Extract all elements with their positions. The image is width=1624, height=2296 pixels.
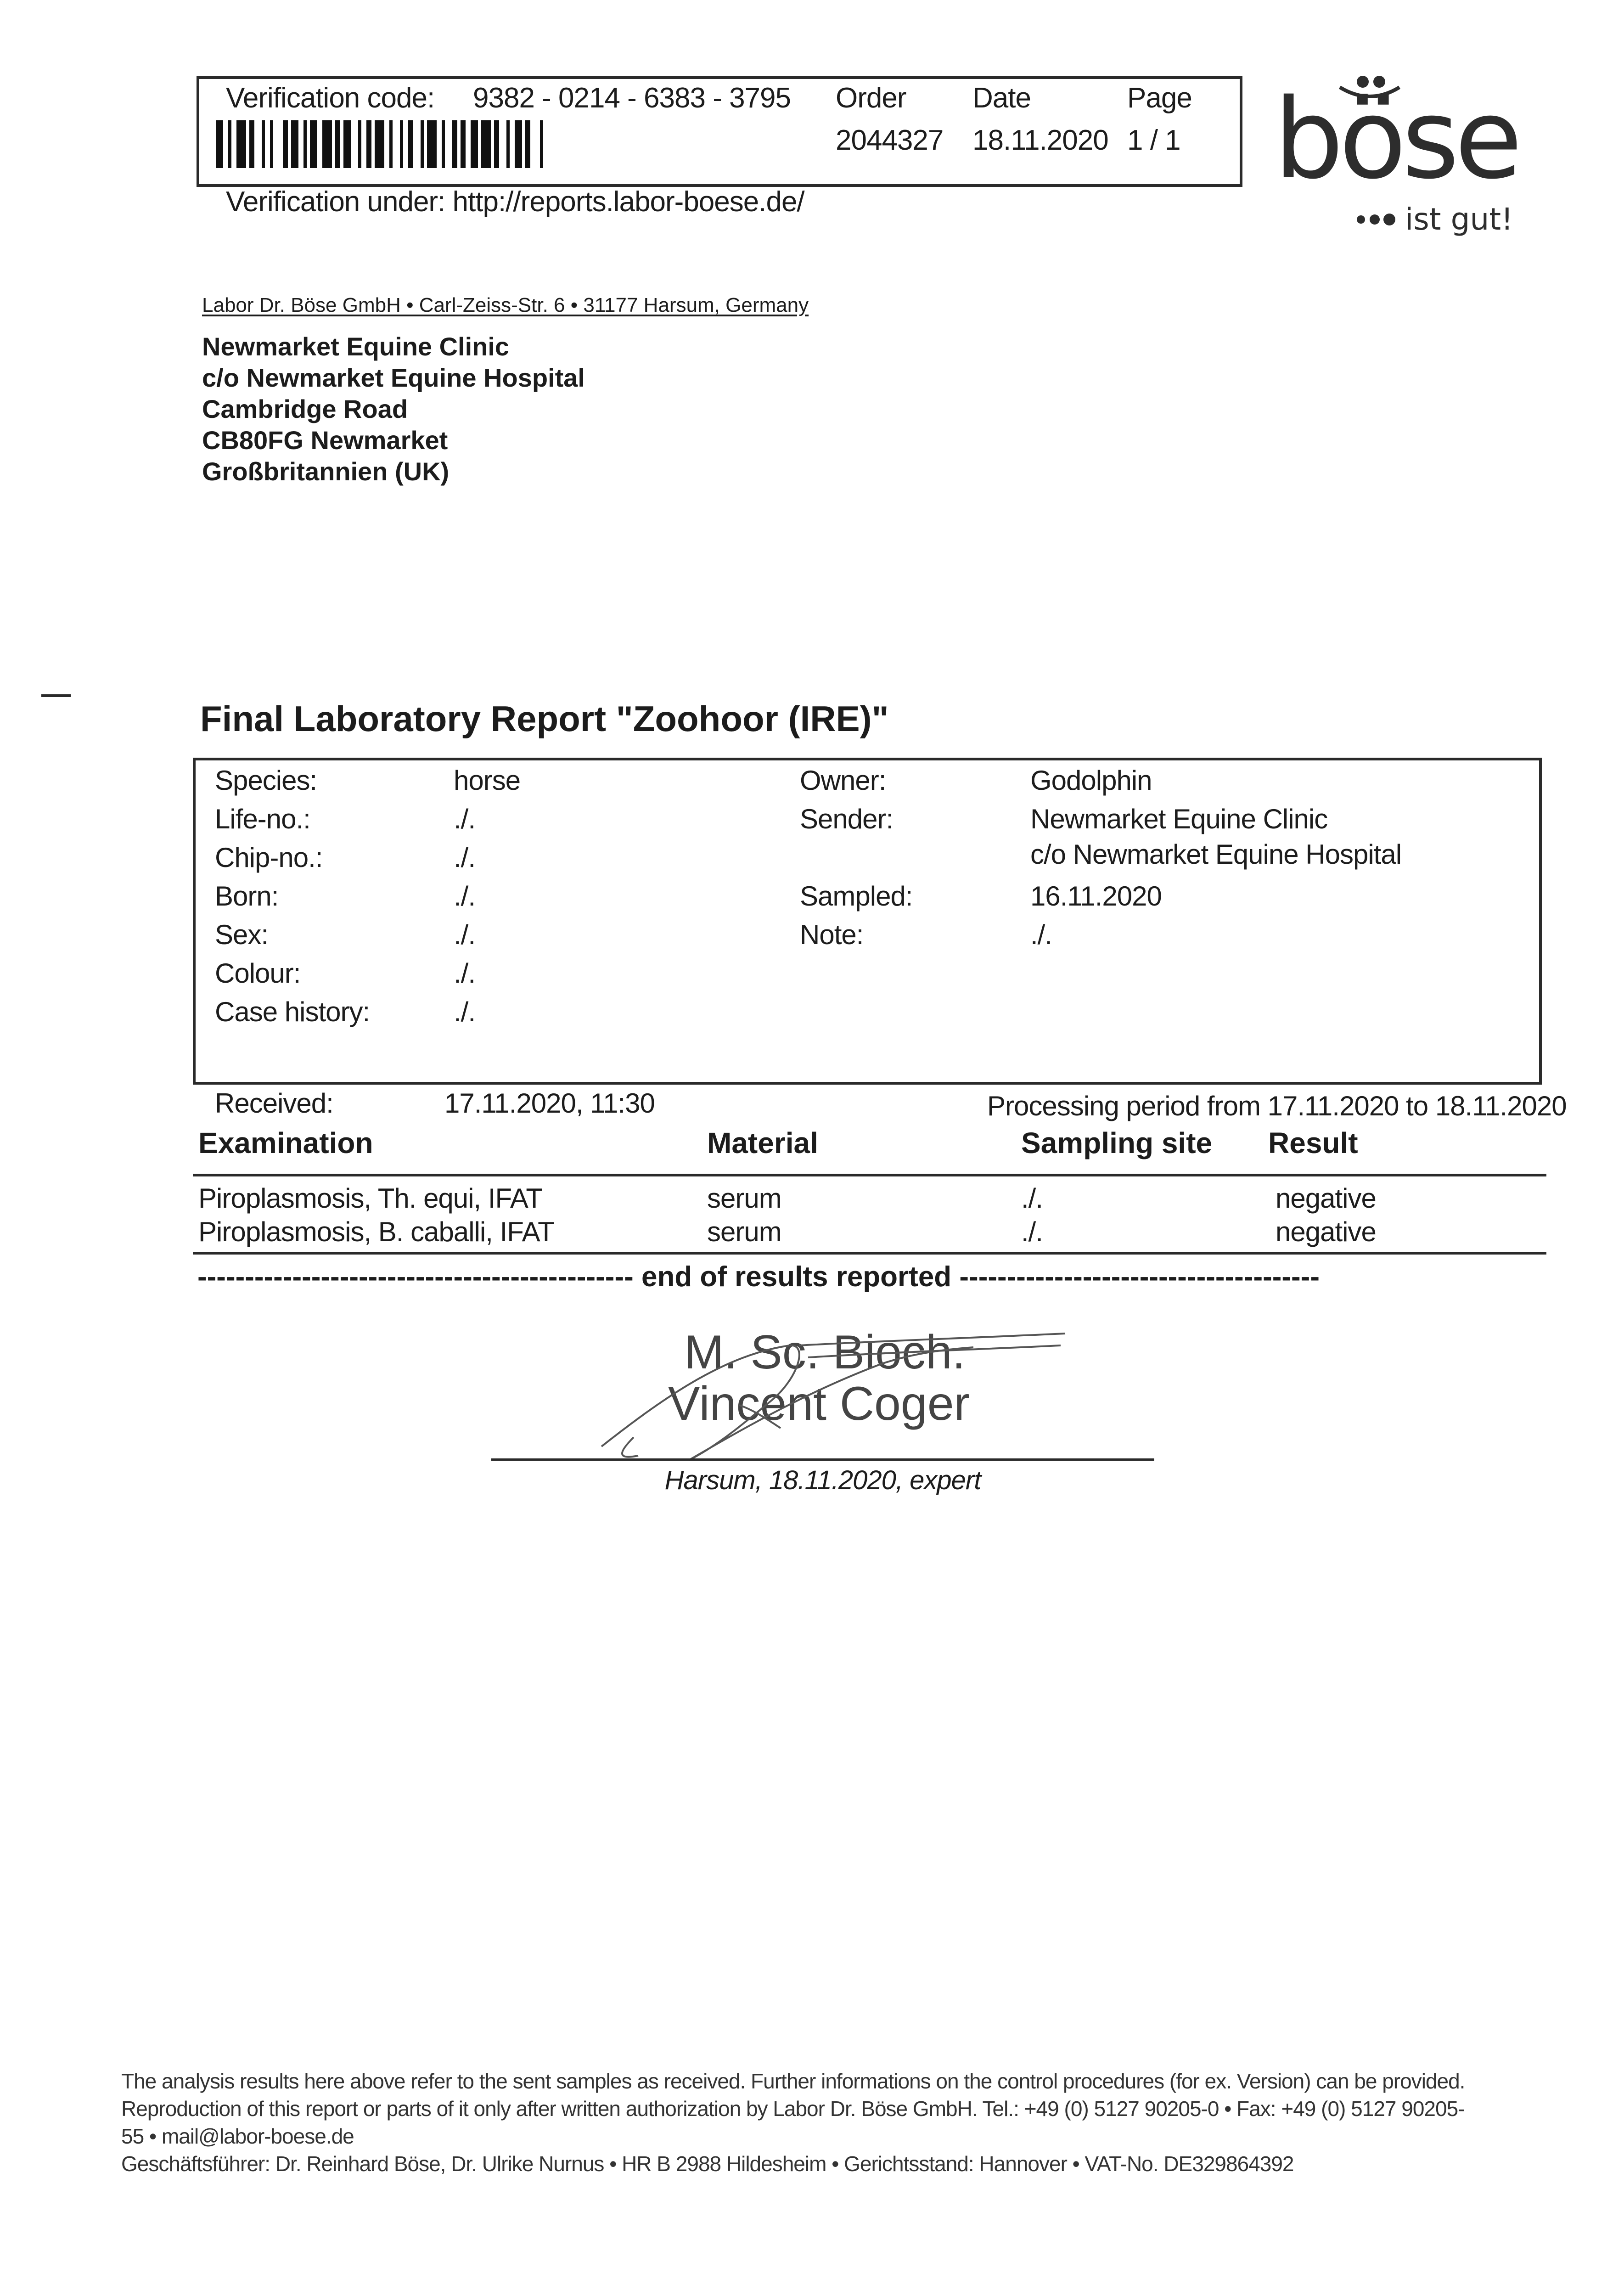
colour-value: ./.	[454, 958, 476, 989]
footer-line-4: Geschäftsführer: Dr. Reinhard Böse, Dr. Ulrike Nurnus • HR B 2988 Hildesheim • Gerichtsstand: Hannover • VAT-No. DE329864392	[121, 2152, 1294, 2176]
sender-value-line-1: Newmarket Equine Clinic	[1030, 804, 1328, 834]
case-history-label: Case history:	[215, 996, 370, 1027]
column-material: Material	[707, 1126, 818, 1159]
owner-value: Godolphin	[1030, 765, 1152, 796]
report-title: Final Laboratory Report "Zoohoor (IRE)"	[200, 698, 889, 739]
colour-label: Colour:	[215, 958, 301, 989]
order-label: Order	[836, 82, 906, 114]
received-value: 17.11.2020, 11:30	[444, 1088, 655, 1119]
table-bottom-rule	[193, 1252, 1546, 1255]
footer-line-3: 55 • mail@labor-boese.de	[121, 2124, 354, 2148]
footer-line-2: Reproduction of this report or parts of it only after written authorization by Labor Dr. Böse GmbH. Tel.: +49 (0) 5127 90205-0 • Fax: +49 (0) 5127 90205-	[121, 2097, 1465, 2121]
born-label: Born:	[215, 881, 279, 912]
species-label: Species:	[215, 765, 317, 796]
row-2-material: serum	[707, 1216, 781, 1247]
end-of-results: ---------------------------------------------- end of results reported --------------------------------------	[197, 1261, 1320, 1293]
processing-period: Processing period from 17.11.2020 to 18.11.2020	[987, 1091, 1567, 1121]
page-value: 1 / 1	[1127, 124, 1180, 156]
row-2-examination: Piroplasmosis, B. caballi, IFAT	[198, 1216, 554, 1247]
order-value: 2044327	[836, 124, 944, 156]
column-result: Result	[1268, 1126, 1358, 1159]
sender-label: Sender:	[800, 804, 893, 834]
logo-mark-icon	[1271, 69, 1537, 239]
verification-label: Verification code:	[226, 82, 435, 114]
svg-text:böse: böse	[1274, 75, 1518, 203]
date-label: Date	[972, 82, 1031, 114]
sex-label: Sex:	[215, 919, 269, 950]
verification-code: 9382 - 0214 - 6383 - 3795	[473, 82, 791, 114]
row-1-result: negative	[1276, 1183, 1376, 1214]
row-2-result: negative	[1276, 1216, 1376, 1247]
species-value: horse	[454, 765, 521, 796]
lab-sender-line: Labor Dr. Böse GmbH • Carl-Zeiss-Str. 6 • 31177 Harsum, Germany	[202, 294, 809, 316]
verification-url: Verification under: http://reports.labor-boese.de/	[226, 186, 804, 218]
column-examination: Examination	[198, 1126, 373, 1159]
row-2-site: ./.	[1021, 1216, 1043, 1247]
owner-label: Owner:	[800, 765, 886, 796]
footer-line-1: The analysis results here above refer to the sent samples as received. Further informations on the control procedures (for ex. Version) can be provided.	[121, 2069, 1465, 2093]
recipient-line-2: c/o Newmarket Equine Hospital	[202, 363, 585, 392]
sampled-label: Sampled:	[800, 881, 913, 912]
date-value: 18.11.2020	[972, 124, 1108, 156]
row-1-site: ./.	[1021, 1183, 1043, 1214]
signature-degree: M. Sc. Bioch.	[684, 1326, 966, 1379]
chip-no-value: ./.	[454, 842, 476, 873]
logo-tagline: ist gut!	[1405, 202, 1513, 237]
recipient-line-1: Newmarket Equine Clinic	[202, 332, 510, 361]
row-1-examination: Piroplasmosis, Th. equi, IFAT	[198, 1183, 543, 1214]
received-label: Received:	[215, 1088, 333, 1119]
signature-caption: Harsum, 18.11.2020, expert	[664, 1465, 981, 1495]
fold-mark	[41, 694, 71, 697]
signature-stamp	[551, 1313, 1102, 1479]
sampled-value: 16.11.2020	[1030, 881, 1162, 912]
recipient-line-4: CB80FG Newmarket	[202, 426, 448, 455]
table-header-rule	[193, 1174, 1546, 1176]
company-logo	[1271, 69, 1537, 239]
case-history-value: ./.	[454, 996, 476, 1027]
barcode	[216, 120, 560, 168]
row-1-material: serum	[707, 1183, 781, 1214]
column-sampling-site: Sampling site	[1021, 1126, 1213, 1159]
sex-value: ./.	[454, 919, 476, 950]
note-label: Note:	[800, 919, 864, 950]
sender-value-line-2: c/o Newmarket Equine Hospital	[1030, 839, 1402, 870]
life-no-label: Life-no.:	[215, 804, 310, 834]
signature-name: Vincent Coger	[668, 1377, 970, 1430]
life-no-value: ./.	[454, 804, 476, 834]
born-value: ./.	[454, 881, 476, 912]
recipient-line-3: Cambridge Road	[202, 394, 408, 423]
page-label: Page	[1127, 82, 1192, 114]
note-value: ./.	[1030, 919, 1052, 950]
recipient-line-5: Großbritannien (UK)	[202, 457, 450, 486]
chip-no-label: Chip-no.:	[215, 842, 323, 873]
signature-line	[491, 1458, 1154, 1461]
